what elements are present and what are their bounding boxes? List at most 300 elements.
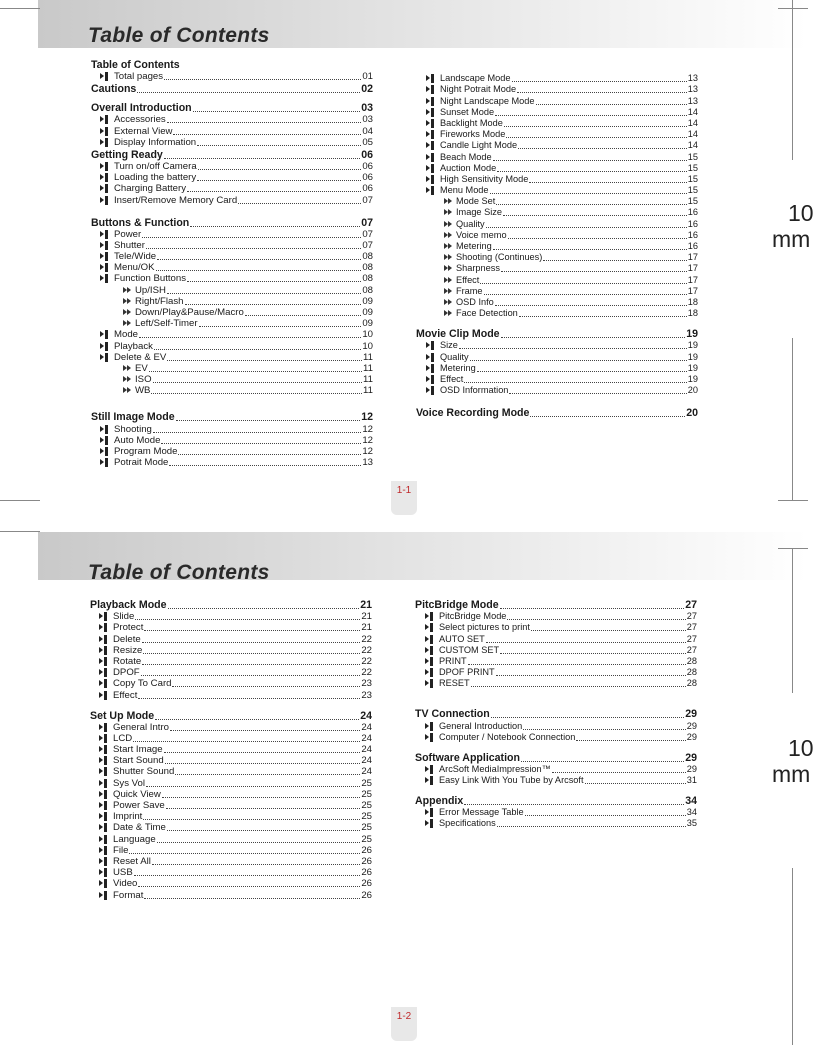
toc-page-number: 03 (361, 102, 373, 115)
toc-entry[interactable] (415, 775, 697, 786)
toc-page-number: 10 (362, 340, 373, 352)
toc-entry[interactable] (91, 363, 373, 374)
toc-column-right (416, 73, 698, 419)
dot-leader (530, 416, 685, 417)
toc-entry-label: General Introduction (439, 720, 523, 731)
toc-entry-label: Potrait Mode (114, 457, 169, 469)
dot-leader (501, 271, 687, 272)
dot-leader (157, 842, 361, 843)
dot-leader (129, 853, 360, 854)
toc-entry-label: Auto Mode (114, 434, 161, 446)
toc-entry[interactable] (91, 423, 373, 434)
bullet-arrow-icon (425, 765, 435, 774)
double-chevron-icon (444, 264, 454, 273)
dot-leader (198, 169, 362, 170)
toc-entry[interactable] (91, 284, 373, 295)
dot-leader (197, 180, 361, 181)
toc-entry[interactable] (90, 822, 372, 833)
toc-entry-label: Mode (114, 329, 138, 341)
toc-entry[interactable] (91, 125, 373, 136)
toc-page-number: 26 (361, 855, 372, 867)
toc-entry[interactable] (91, 240, 373, 251)
dot-leader (138, 886, 360, 887)
dot-leader (146, 248, 361, 249)
bullet-arrow-icon (100, 184, 110, 193)
dot-leader (495, 115, 687, 116)
bullet-arrow-icon (100, 138, 110, 147)
toc-entry[interactable] (90, 789, 372, 800)
toc-entry[interactable] (91, 262, 373, 273)
dot-leader (170, 730, 360, 731)
bullet-arrow-icon (425, 646, 435, 655)
toc-entry[interactable] (91, 229, 373, 240)
dot-leader (500, 608, 685, 609)
toc-page-number: 14 (687, 117, 698, 128)
toc-section-entry[interactable] (415, 751, 697, 764)
crop-mark (0, 531, 40, 532)
dot-leader (484, 294, 687, 295)
toc-entry-label: Set Up Mode (90, 709, 155, 722)
toc-entry-label: Easy Link With You Tube by Arcsoft (439, 775, 584, 786)
toc-entry[interactable] (90, 833, 372, 844)
toc-page-number: 07 (362, 228, 373, 240)
toc-entry[interactable] (416, 84, 698, 95)
toc-entry[interactable] (91, 183, 373, 194)
toc-section-entry[interactable] (91, 101, 373, 114)
toc-section-entry[interactable] (90, 598, 372, 611)
toc-entry[interactable] (416, 73, 698, 84)
dot-leader (552, 772, 686, 773)
toc-entry[interactable] (415, 656, 697, 667)
toc-entry[interactable] (415, 807, 697, 818)
toc-entry[interactable] (90, 755, 372, 766)
toc-entry[interactable] (415, 764, 697, 775)
bullet-arrow-icon (100, 241, 110, 250)
toc-entry[interactable] (90, 611, 372, 622)
dot-leader (470, 360, 687, 361)
toc-entry[interactable] (91, 137, 373, 148)
toc-entry[interactable] (416, 218, 698, 229)
toc-section-entry[interactable] (415, 794, 697, 807)
toc-section-entry[interactable] (91, 148, 373, 161)
toc-entry[interactable] (90, 800, 372, 811)
toc-entry-label: Language (113, 833, 156, 845)
toc-page-number: 20 (686, 407, 698, 420)
bullet-arrow-icon (99, 679, 109, 688)
toc-entry[interactable] (91, 172, 373, 183)
toc-entry[interactable] (90, 878, 372, 889)
toc-page-number: 06 (362, 160, 373, 172)
toc-page-number: 25 (361, 800, 372, 811)
dot-leader (154, 349, 361, 350)
bullet-arrow-icon (100, 342, 110, 351)
toc-page-number: 26 (361, 844, 372, 856)
bullet-arrow-icon (426, 108, 436, 117)
toc-page-number: 24 (361, 732, 372, 744)
dot-leader (149, 371, 362, 372)
toc-entry-label: Effect (113, 689, 138, 701)
dot-leader (142, 664, 360, 665)
bullet-arrow-icon (425, 635, 435, 644)
dot-leader (517, 92, 687, 93)
toc-entry-label: Loading the battery (114, 172, 197, 184)
toc-entry[interactable] (416, 274, 698, 285)
toc-entry-label: Image Size (456, 207, 502, 218)
dot-leader (496, 204, 686, 205)
toc-entry[interactable] (91, 385, 373, 396)
toc-entry-label: ArcSoft MediaImpression™ (439, 763, 551, 774)
toc-page-number: 23 (361, 689, 372, 701)
section-spacer (415, 786, 697, 794)
toc-entry-label: Power Save (113, 800, 165, 811)
toc-entry[interactable] (91, 307, 373, 318)
bullet-arrow-icon (99, 668, 109, 677)
dot-leader (187, 191, 361, 192)
toc-entry[interactable] (415, 678, 697, 689)
dot-leader (187, 281, 361, 282)
toc-entry[interactable] (90, 722, 372, 733)
toc-entry[interactable] (416, 351, 698, 362)
double-chevron-icon (444, 242, 454, 251)
toc-section-entry[interactable] (91, 216, 373, 229)
toc-page-number: 24 (361, 721, 372, 733)
double-chevron-icon (123, 364, 133, 373)
toc-entry[interactable] (91, 374, 373, 385)
dot-leader (144, 630, 360, 631)
toc-page-number: 07 (361, 216, 373, 229)
toc-entry-label: Auction Mode (440, 162, 497, 173)
dot-leader (167, 122, 362, 123)
toc-page-number: 16 (687, 218, 698, 229)
toc-entry[interactable] (415, 633, 697, 644)
toc-entry-label: Playback Mode (90, 599, 167, 611)
toc-page-number: 14 (687, 106, 698, 117)
toc-page-number: 16 (687, 207, 698, 218)
dot-leader (491, 717, 684, 718)
toc-entry[interactable] (415, 645, 697, 656)
toc-entry-label: Landscape Mode (440, 73, 511, 84)
toc-section-entry[interactable] (91, 410, 373, 423)
toc-entry[interactable] (416, 385, 698, 396)
toc-entry-label: Metering (440, 362, 476, 373)
toc-entry[interactable] (415, 720, 697, 731)
toc-page-number: 08 (362, 273, 373, 285)
toc-entry[interactable] (90, 867, 372, 878)
dot-leader (166, 808, 361, 809)
toc-entry[interactable] (90, 811, 372, 822)
dot-leader (500, 653, 686, 654)
toc-entry[interactable] (91, 194, 373, 205)
toc-entry-label: Function Buttons (114, 273, 186, 285)
toc-entry[interactable] (91, 273, 373, 284)
dot-leader (135, 619, 360, 620)
toc-entry-label: Left/Self-Timer (135, 318, 198, 330)
toc-entry-label: Insert/Remove Memory Card (114, 194, 238, 206)
bullet-arrow-icon (425, 612, 435, 621)
toc-entry[interactable] (416, 163, 698, 174)
toc-page-number: 12 (362, 423, 373, 435)
toc-entry[interactable] (416, 107, 698, 118)
toc-entry[interactable] (416, 297, 698, 308)
toc-entry-label: USB (113, 867, 133, 879)
toc-entry[interactable] (90, 733, 372, 744)
toc-entry[interactable] (91, 114, 373, 125)
bullet-arrow-icon (99, 812, 109, 821)
dot-leader (471, 686, 686, 687)
toc-entry[interactable] (416, 241, 698, 252)
toc-section-entry[interactable] (416, 406, 698, 419)
dot-leader (521, 761, 684, 762)
bullet-arrow-icon (426, 153, 436, 162)
toc-entry-label: PRINT (439, 655, 467, 666)
toc-entry-label: Getting Ready (91, 148, 163, 161)
dot-leader (190, 226, 360, 227)
dot-leader (508, 238, 687, 239)
toc-entry[interactable] (416, 196, 698, 207)
toc-page-number: 19 (687, 373, 698, 384)
toc-entry-label: Quick View (113, 788, 161, 800)
toc-entry-label: Sharpness (456, 263, 500, 274)
dot-leader (497, 171, 687, 172)
toc-entry[interactable] (416, 230, 698, 241)
toc-entry[interactable] (91, 446, 373, 457)
dot-leader (168, 608, 360, 609)
toc-page-number: 24 (360, 709, 372, 722)
toc-section-entry[interactable] (91, 82, 373, 95)
toc-page-number: 24 (361, 766, 372, 778)
toc-entry-label: OSD Info (456, 296, 494, 307)
dot-leader (512, 81, 687, 82)
toc-entry-label: PitcBridge Mode (439, 611, 507, 622)
toc-section-entry[interactable] (91, 58, 373, 71)
toc-entry[interactable] (91, 340, 373, 351)
dot-leader (141, 675, 361, 676)
toc-entry[interactable] (90, 678, 372, 689)
bullet-arrow-icon (99, 691, 109, 700)
dot-leader (153, 432, 361, 433)
crop-mark (778, 8, 808, 9)
toc-page-number: 04 (362, 125, 373, 137)
toc-page-number: 12 (362, 434, 373, 446)
toc-entry-label: Beach Mode (440, 151, 492, 162)
toc-entry-label: Copy To Card (113, 678, 172, 690)
toc-entry-label: External View (114, 125, 173, 137)
dot-leader (495, 305, 687, 306)
toc-entry-label: Effect (440, 373, 464, 384)
toc-entry-label: Shutter (114, 239, 145, 251)
dot-leader (245, 315, 362, 316)
toc-entry[interactable] (91, 296, 373, 307)
toc-page-number: 13 (687, 95, 698, 106)
toc-page-number: 29 (686, 731, 697, 742)
toc-entry[interactable] (416, 129, 698, 140)
dot-leader (143, 653, 360, 654)
bullet-arrow-icon (99, 646, 109, 655)
toc-page-number: 17 (687, 285, 698, 296)
toc-entry-label: Quality (456, 218, 485, 229)
toc-entry[interactable] (90, 889, 372, 900)
toc-entry[interactable] (90, 845, 372, 856)
bullet-arrow-icon (100, 173, 110, 182)
dot-leader (543, 260, 686, 261)
toc-entry-label: Movie Clip Mode (416, 328, 500, 341)
crop-mark (778, 548, 808, 549)
toc-page-number: 17 (687, 263, 698, 274)
dot-leader (169, 465, 361, 466)
toc-entry[interactable] (90, 667, 372, 678)
dot-leader (468, 664, 686, 665)
toc-entry[interactable] (416, 118, 698, 129)
toc-entry-label: Frame (456, 285, 483, 296)
dot-leader (176, 420, 361, 421)
bullet-arrow-icon (425, 668, 435, 677)
toc-entry[interactable] (416, 363, 698, 374)
bullet-arrow-icon (426, 85, 436, 94)
dot-leader (480, 283, 686, 284)
toc-entry[interactable] (90, 744, 372, 755)
toc-entry[interactable] (416, 252, 698, 263)
toc-page-number: 18 (687, 308, 698, 319)
toc-entry[interactable] (416, 140, 698, 151)
toc-page-number: 11 (363, 374, 373, 386)
bullet-arrow-icon (425, 657, 435, 666)
section-spacer (416, 319, 698, 327)
double-chevron-icon (444, 287, 454, 296)
toc-entry[interactable] (415, 732, 697, 743)
double-chevron-icon (444, 208, 454, 217)
bullet-arrow-icon (99, 790, 109, 799)
toc-entry-label: Voice Recording Mode (416, 407, 530, 420)
toc-page-number: 28 (686, 678, 697, 689)
toc-entry[interactable] (91, 161, 373, 172)
dot-leader (464, 382, 686, 383)
toc-page-number: 08 (362, 262, 373, 274)
toc-entry-label: OSD Information (440, 385, 509, 396)
toc-entry[interactable] (90, 689, 372, 700)
toc-entry-label: Night Landscape Mode (440, 95, 535, 106)
bullet-arrow-icon (99, 846, 109, 855)
dot-leader (238, 203, 361, 204)
toc-column-right (415, 598, 697, 829)
bullet-arrow-icon (99, 745, 109, 754)
toc-entry-label: Reset All (113, 855, 151, 867)
double-chevron-icon (444, 298, 454, 307)
toc-entry[interactable] (90, 856, 372, 867)
bullet-arrow-icon (99, 756, 109, 765)
toc-entry[interactable] (91, 352, 373, 363)
toc-page-number: 09 (362, 307, 373, 318)
toc-page-number: 27 (686, 622, 697, 633)
toc-entry-label: Mode Set (456, 196, 496, 207)
toc-entry[interactable] (91, 457, 373, 468)
toc-entry-label: DPOF (113, 667, 140, 679)
toc-entry-label: Slide (113, 611, 135, 623)
toc-page-number: 25 (361, 833, 372, 845)
toc-entry-label: Rotate (113, 655, 142, 667)
dot-leader (164, 79, 361, 80)
toc-page-number: 13 (687, 84, 698, 95)
toc-entry[interactable] (416, 185, 698, 196)
toc-page-number: 14 (687, 129, 698, 140)
crop-mark (792, 338, 793, 500)
toc-entry[interactable] (91, 318, 373, 329)
toc-entry[interactable] (90, 777, 372, 788)
toc-page-number: 10 (362, 329, 373, 341)
double-chevron-icon (444, 220, 454, 229)
toc-page-number: 31 (686, 775, 697, 786)
bullet-arrow-icon (100, 252, 110, 261)
toc-entry[interactable] (416, 308, 698, 319)
toc-entry[interactable] (416, 151, 698, 162)
toc-entry[interactable] (90, 622, 372, 633)
toc-entry[interactable] (90, 633, 372, 644)
double-chevron-icon (444, 253, 454, 262)
bullet-arrow-icon (425, 733, 435, 742)
toc-page-number: 21 (360, 599, 372, 611)
toc-entry-label: Date & Time (113, 822, 166, 834)
dot-leader (493, 160, 687, 161)
toc-entry[interactable] (90, 766, 372, 777)
toc-page-number: 19 (686, 328, 698, 341)
toc-entry[interactable] (416, 95, 698, 106)
toc-entry[interactable] (91, 71, 373, 82)
toc-entry[interactable] (416, 174, 698, 185)
toc-entry[interactable] (416, 286, 698, 297)
toc-page-number: 12 (361, 411, 373, 424)
toc-entry[interactable] (91, 329, 373, 340)
toc-entry[interactable] (415, 818, 697, 829)
toc-entry[interactable] (91, 251, 373, 262)
toc-entry-label: Delete & EV (114, 351, 167, 363)
bullet-arrow-icon (100, 458, 110, 467)
toc-page-number: 19 (687, 340, 698, 351)
toc-entry[interactable] (415, 622, 697, 633)
toc-page-number: 24 (361, 755, 372, 767)
toc-page-number: 03 (362, 114, 373, 126)
toc-entry-label: Metering (456, 241, 492, 251)
toc-section-entry[interactable] (90, 709, 372, 722)
toc-section-entry[interactable] (415, 598, 697, 611)
toc-entry[interactable] (415, 611, 697, 622)
bullet-arrow-icon (99, 857, 109, 866)
toc-entry[interactable] (91, 435, 373, 446)
toc-entry-label: Computer / Notebook Connection (439, 731, 576, 742)
toc-entry[interactable] (416, 340, 698, 351)
toc-entry[interactable] (415, 667, 697, 678)
toc-page-number: 06 (362, 183, 373, 195)
dot-leader (529, 182, 686, 183)
toc-entry-label: Menu/OK (114, 262, 155, 274)
toc-entry-label: RESET (439, 678, 470, 689)
crop-mark (0, 8, 40, 9)
toc-entry[interactable] (90, 656, 372, 667)
dot-leader (523, 729, 686, 730)
toc-entry[interactable] (416, 263, 698, 274)
toc-entry[interactable] (416, 207, 698, 218)
bullet-arrow-icon (99, 657, 109, 666)
bullet-arrow-icon (425, 808, 435, 817)
toc-section-entry[interactable] (415, 707, 697, 720)
toc-entry[interactable] (90, 645, 372, 656)
bullet-arrow-icon (426, 353, 436, 362)
toc-entry[interactable] (416, 374, 698, 385)
bullet-arrow-icon (425, 679, 435, 688)
toc-entry-label: ISO (135, 374, 152, 386)
toc-section-entry[interactable] (416, 327, 698, 340)
toc-entry-label: Voice memo (456, 229, 507, 240)
toc-page-number: 08 (362, 284, 373, 296)
dot-leader (519, 316, 687, 317)
